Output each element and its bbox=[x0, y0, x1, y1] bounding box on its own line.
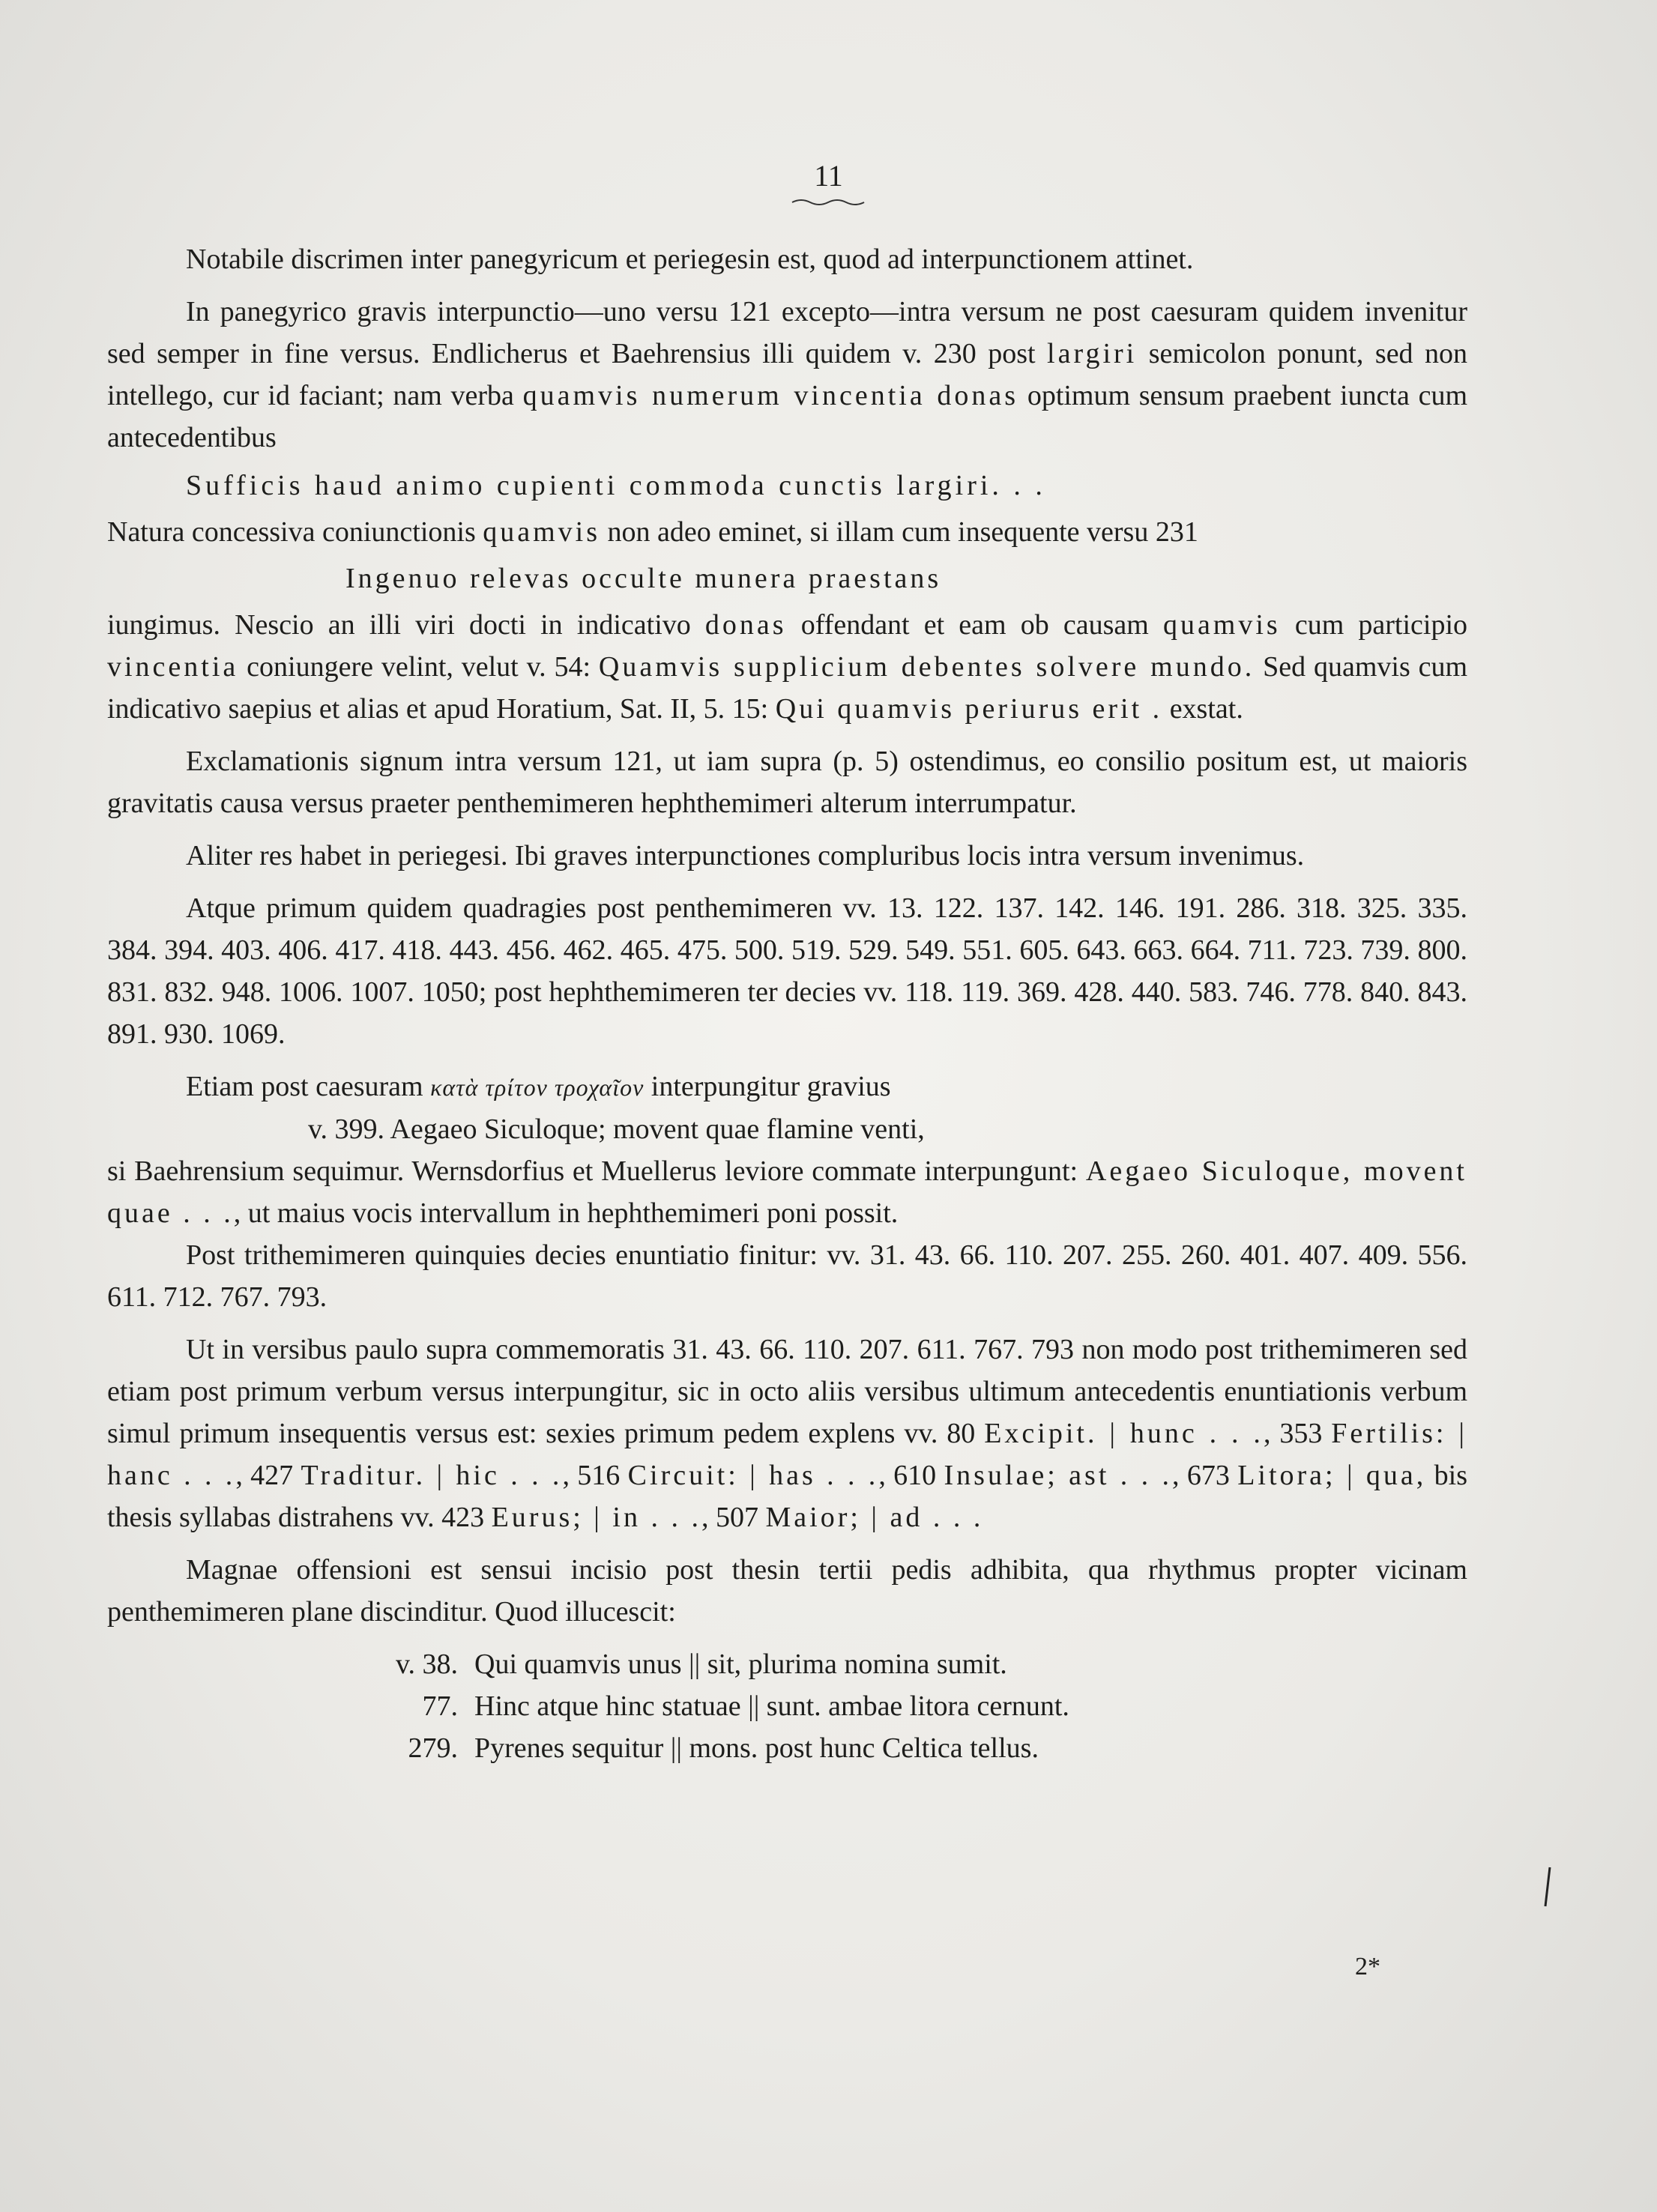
spaced-word: quamvis bbox=[483, 516, 601, 548]
example-verse bbox=[107, 1643, 1467, 1685]
text: non adeo eminet, si illam cum insequente versu 231 bbox=[607, 516, 1198, 548]
example-verses bbox=[107, 1643, 1467, 1769]
paragraph bbox=[107, 291, 1467, 459]
ornament-tilde bbox=[791, 196, 866, 207]
text: , 427 bbox=[235, 1460, 294, 1491]
text: semicolon ponunt, sed non intellego, cur id faciant; nam verba bbox=[107, 338, 1468, 411]
text: , 507 bbox=[701, 1502, 758, 1533]
text: iungimus. Nescio an illi viri docti in indicativo bbox=[107, 609, 691, 641]
verse-text: Qui quamvis unus || sit, plurima nomina sumit. bbox=[474, 1649, 1007, 1680]
verse-quote: Sufficis haud animo cupienti commoda cunctis largiri. . . bbox=[186, 470, 1046, 501]
spaced-word: Fertilis: | hanc . . . bbox=[107, 1418, 1467, 1491]
text: si Baehrensium sequimur. Wernsdorfius et Muellerus leviore commate interpungunt: bbox=[107, 1155, 1078, 1187]
text: , 610 bbox=[878, 1460, 937, 1491]
example-verse bbox=[107, 1685, 1467, 1727]
text: Etiam post caesuram bbox=[186, 1071, 423, 1102]
text: Natura concessiva coniunctionis bbox=[107, 516, 476, 548]
paragraph: Notabile discrimen inter panegyricum et periegesin est, quod ad interpunctionem attinet. bbox=[186, 244, 1194, 275]
signature-mark: 2* bbox=[1355, 1953, 1380, 1980]
paragraph: Exclamationis signum intra versum 121, ut iam supra (p. 5) ostendimus, eo consilio positum est, ut maioris gravitatis causa versus praeter penthemimeren hephthemimeri alterum interrumpatur. bbox=[107, 746, 1467, 819]
text: In panegyrico gravis interpunctio—uno versu 121 excepto—intra versum ne post caesuram quidem invenitur sed semper in fine versus. Endlicherus et Baehrensius illi quidem v. 230 post bbox=[107, 296, 1467, 369]
text: , 353 bbox=[1263, 1418, 1323, 1449]
spaced-word: Excipit. | hunc . . . bbox=[984, 1418, 1264, 1449]
verse-quote: Ingenuo relevas occulte munera praestans bbox=[345, 563, 942, 594]
paragraph: Magnae offensioni est sensui incisio post thesin tertii pedis adhibita, qua rhythmus propter vicinam penthemimeren plane discinditur. Quod illucescit: bbox=[107, 1554, 1467, 1628]
text: cum participio bbox=[1294, 609, 1468, 641]
spaced-word: quamvis bbox=[1162, 609, 1281, 641]
body-text bbox=[107, 238, 1467, 1769]
paragraph bbox=[107, 1329, 1467, 1538]
pen-mark bbox=[1542, 1866, 1553, 1908]
paragraph bbox=[107, 604, 1467, 730]
verse-number: 279. bbox=[408, 1732, 458, 1764]
example-verse bbox=[107, 1727, 1467, 1769]
greek-phrase: κατὰ τρίτον τροχαῖον bbox=[430, 1074, 645, 1101]
text: Sed quamvis cum indicativo saepius et alias et apud Horatium, Sat. II, 5. 15: bbox=[107, 651, 1468, 725]
verse-quote: v. 399. Aegaeo Siculoque; movent quae flamine venti, bbox=[308, 1113, 925, 1145]
verse-text: Hinc atque hinc statuae || sunt. ambae litora cernunt. bbox=[474, 1690, 1069, 1722]
text: interpungitur gravius bbox=[651, 1071, 891, 1102]
spaced-word: largiri bbox=[1047, 338, 1138, 369]
spaced-word: Qui quamvis periurus erit . bbox=[775, 693, 1163, 725]
spaced-word: donas bbox=[704, 609, 787, 641]
spaced-word: Maior; | ad . . . bbox=[765, 1502, 984, 1533]
spaced-word: Eurus; | in . . . bbox=[491, 1502, 701, 1533]
text: exstat. bbox=[1169, 693, 1243, 725]
spaced-word: Litora; | qua, bbox=[1237, 1460, 1427, 1491]
text: optimum sensum praebent iuncta cum antecedentibus bbox=[107, 380, 1467, 453]
verse-number: v. 38. bbox=[395, 1649, 458, 1680]
text: bis thesis syllabas distrahens vv. 423 bbox=[107, 1460, 1468, 1533]
text: , ut maius vocis intervallum in hephthemimeri poni possit. bbox=[233, 1197, 899, 1229]
paragraph: Aliter res habet in periegesi. Ibi graves interpunctiones compluribus locis intra versum invenimus. bbox=[186, 840, 1305, 871]
text: coniungere velint, velut v. 54: bbox=[247, 651, 591, 683]
spaced-word: Traditur. | hic . . . bbox=[301, 1460, 563, 1491]
spaced-word: Insulae; ast . . . bbox=[944, 1460, 1172, 1491]
text: , 516 bbox=[562, 1460, 621, 1491]
spaced-word: quamvis numerum vincentia donas bbox=[522, 380, 1019, 411]
spaced-word: Circuit: | has . . . bbox=[627, 1460, 879, 1491]
text: Ut in versibus paulo supra commemoratis 31. 43. 66. 110. 207. 611. 767. 793 non modo post trithemimeren sed etiam post primum verbum versus interpungitur, sic in octo aliis versibus ultimum antecedentis enuntiationis verbum simul primum insequentis versus est: sexies primum pedem explens vv. 80 bbox=[107, 1334, 1467, 1449]
paragraph: Post trithemimeren quinquies decies enuntiatio finitur: vv. 31. 43. 66. 110. 207. 255. 260. 401. 407. 409. 556. 611. 712. 767. 793. bbox=[107, 1239, 1467, 1313]
paragraph bbox=[107, 1150, 1467, 1234]
text: offendant et eam ob causam bbox=[800, 609, 1149, 641]
paragraph bbox=[107, 1066, 1467, 1108]
verse-text: Pyrenes sequitur || mons. post hunc Celtica tellus. bbox=[474, 1732, 1039, 1764]
spaced-word: vincentia bbox=[107, 651, 239, 683]
spaced-word: Aegaeo Siculoque, movent quae . . . bbox=[107, 1155, 1467, 1229]
spaced-word: Quamvis supplicium debentes solvere mundo. bbox=[598, 651, 1255, 683]
paragraph: Atque primum quidem quadragies post penthemimeren vv. 13. 122. 137. 142. 146. 191. 286. 318. 325. 335. 384. 394. 403. 406. 417. 418. 443. 456. 462. 465. 475. 500. 519. 529. 549. 551. 605. 643. 663. 664. 711. 723. 739. 800. 831. 832. 948. 1006. 1007. 1050; post hephthemimeren ter decies vv. 118. 119. 369. 428. 440. 583. 746. 778. 840. 843. 891. 930. 1069. bbox=[107, 892, 1467, 1050]
paragraph bbox=[107, 511, 1467, 553]
verse-number: 77. bbox=[422, 1690, 458, 1722]
page-number: 11 bbox=[814, 159, 843, 193]
text: , 673 bbox=[1171, 1460, 1230, 1491]
